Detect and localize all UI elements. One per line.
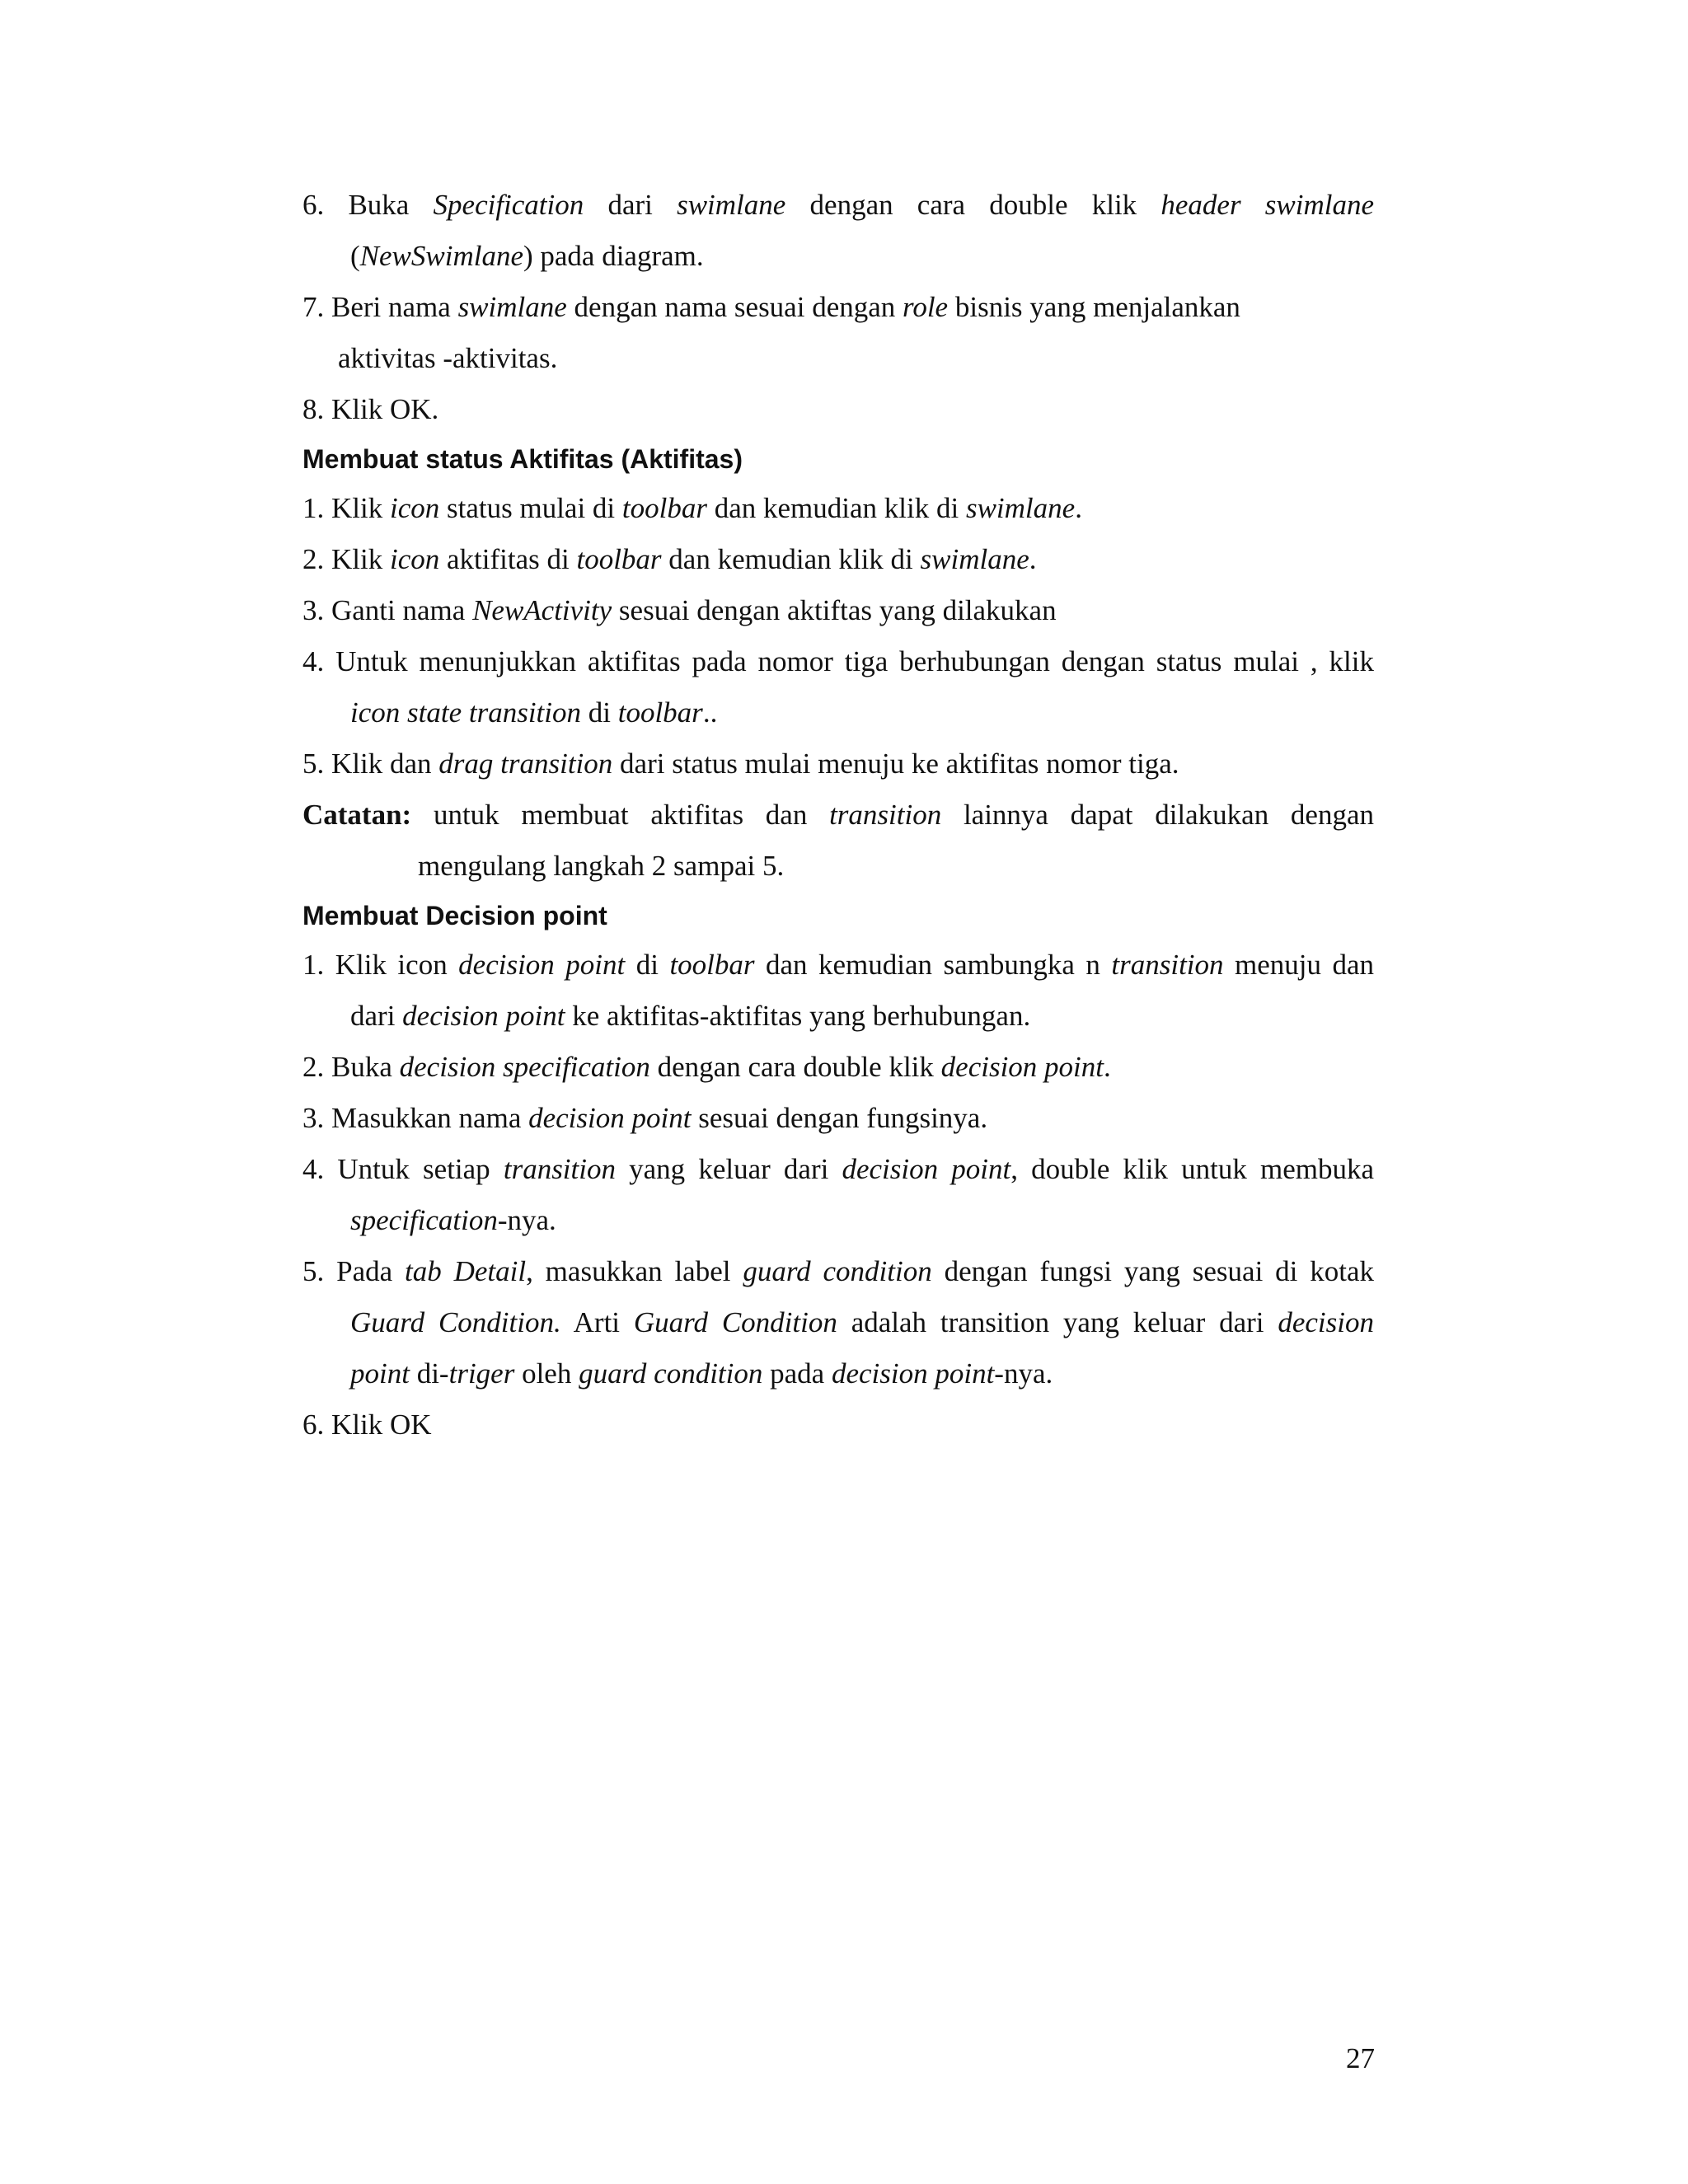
aktifitas-step-4-line-2: icon state transition di toolbar.. <box>350 696 718 729</box>
decision-step-5-line-3: point di-triger oleh guard condition pada decision point-nya. <box>350 1357 1053 1390</box>
decision-step-1-line-1: 1. Klik icon decision point di toolbar dan kemudian sambungka n transition menuju dan <box>302 949 1374 981</box>
step-6-line-1: 6. Buka Specification dari swimlane dengan cara double klik header swimlane <box>302 189 1374 221</box>
note-label: Catatan: <box>302 799 412 831</box>
aktifitas-step-2: 2. Klik icon aktifitas di toolbar dan kemudian klik di swimlane. <box>302 543 1037 575</box>
decision-step-3: 3. Masukkan nama decision point sesuai dengan fungsinya. <box>302 1102 988 1134</box>
section-heading-aktifitas: Membuat status Aktifitas (Aktifitas) <box>302 444 743 474</box>
note-line-1: Catatan: untuk membuat aktifitas dan transition lainnya dapat dilakukan dengan <box>302 799 1374 831</box>
aktifitas-step-3: 3. Ganti nama NewActivity sesuai dengan aktiftas yang dilakukan <box>302 594 1057 626</box>
decision-step-4-line-2: specification-nya. <box>350 1204 556 1236</box>
section-heading-decision-point: Membuat Decision point <box>302 901 607 930</box>
decision-step-2: 2. Buka decision specification dengan cara double klik decision point. <box>302 1051 1111 1083</box>
step-8: 8. Klik OK. <box>302 393 439 425</box>
aktifitas-step-1: 1. Klik icon status mulai di toolbar dan kemudian klik di swimlane. <box>302 492 1082 524</box>
step-7-line-1: 7. Beri nama swimlane dengan nama sesuai dengan role bisnis yang menjalankan <box>302 291 1240 323</box>
decision-step-4-line-1: 4. Untuk setiap transition yang keluar dari decision point, double klik untuk membuka <box>302 1153 1375 1185</box>
decision-step-1-line-2: dari decision point ke aktifitas-aktifitas yang berhubungan. <box>350 1000 1031 1032</box>
step-7-line-2: aktivitas -aktivitas. <box>338 342 558 374</box>
decision-step-5-line-1: 5. Pada tab Detail, masukkan label guard condition dengan fungsi yang sesuai di kotak <box>302 1255 1374 1287</box>
aktifitas-step-4-line-1: 4. Untuk menunjukkan aktifitas pada nomor tiga berhubungan dengan status mulai , klik <box>302 645 1374 677</box>
decision-step-6: 6. Klik OK <box>302 1408 432 1441</box>
page-number: 27 <box>1346 2042 1375 2074</box>
decision-step-5-line-2: Guard Condition. Arti Guard Condition adalah transition yang keluar dari decision <box>350 1306 1374 1338</box>
aktifitas-step-5: 5. Klik dan drag transition dari status mulai menuju ke aktifitas nomor tiga. <box>302 748 1179 780</box>
note-line-2: mengulang langkah 2 sampai 5. <box>418 850 785 882</box>
page-body <box>302 180 1374 1451</box>
step-6-line-2: (NewSwimlane) pada diagram. <box>350 240 704 272</box>
